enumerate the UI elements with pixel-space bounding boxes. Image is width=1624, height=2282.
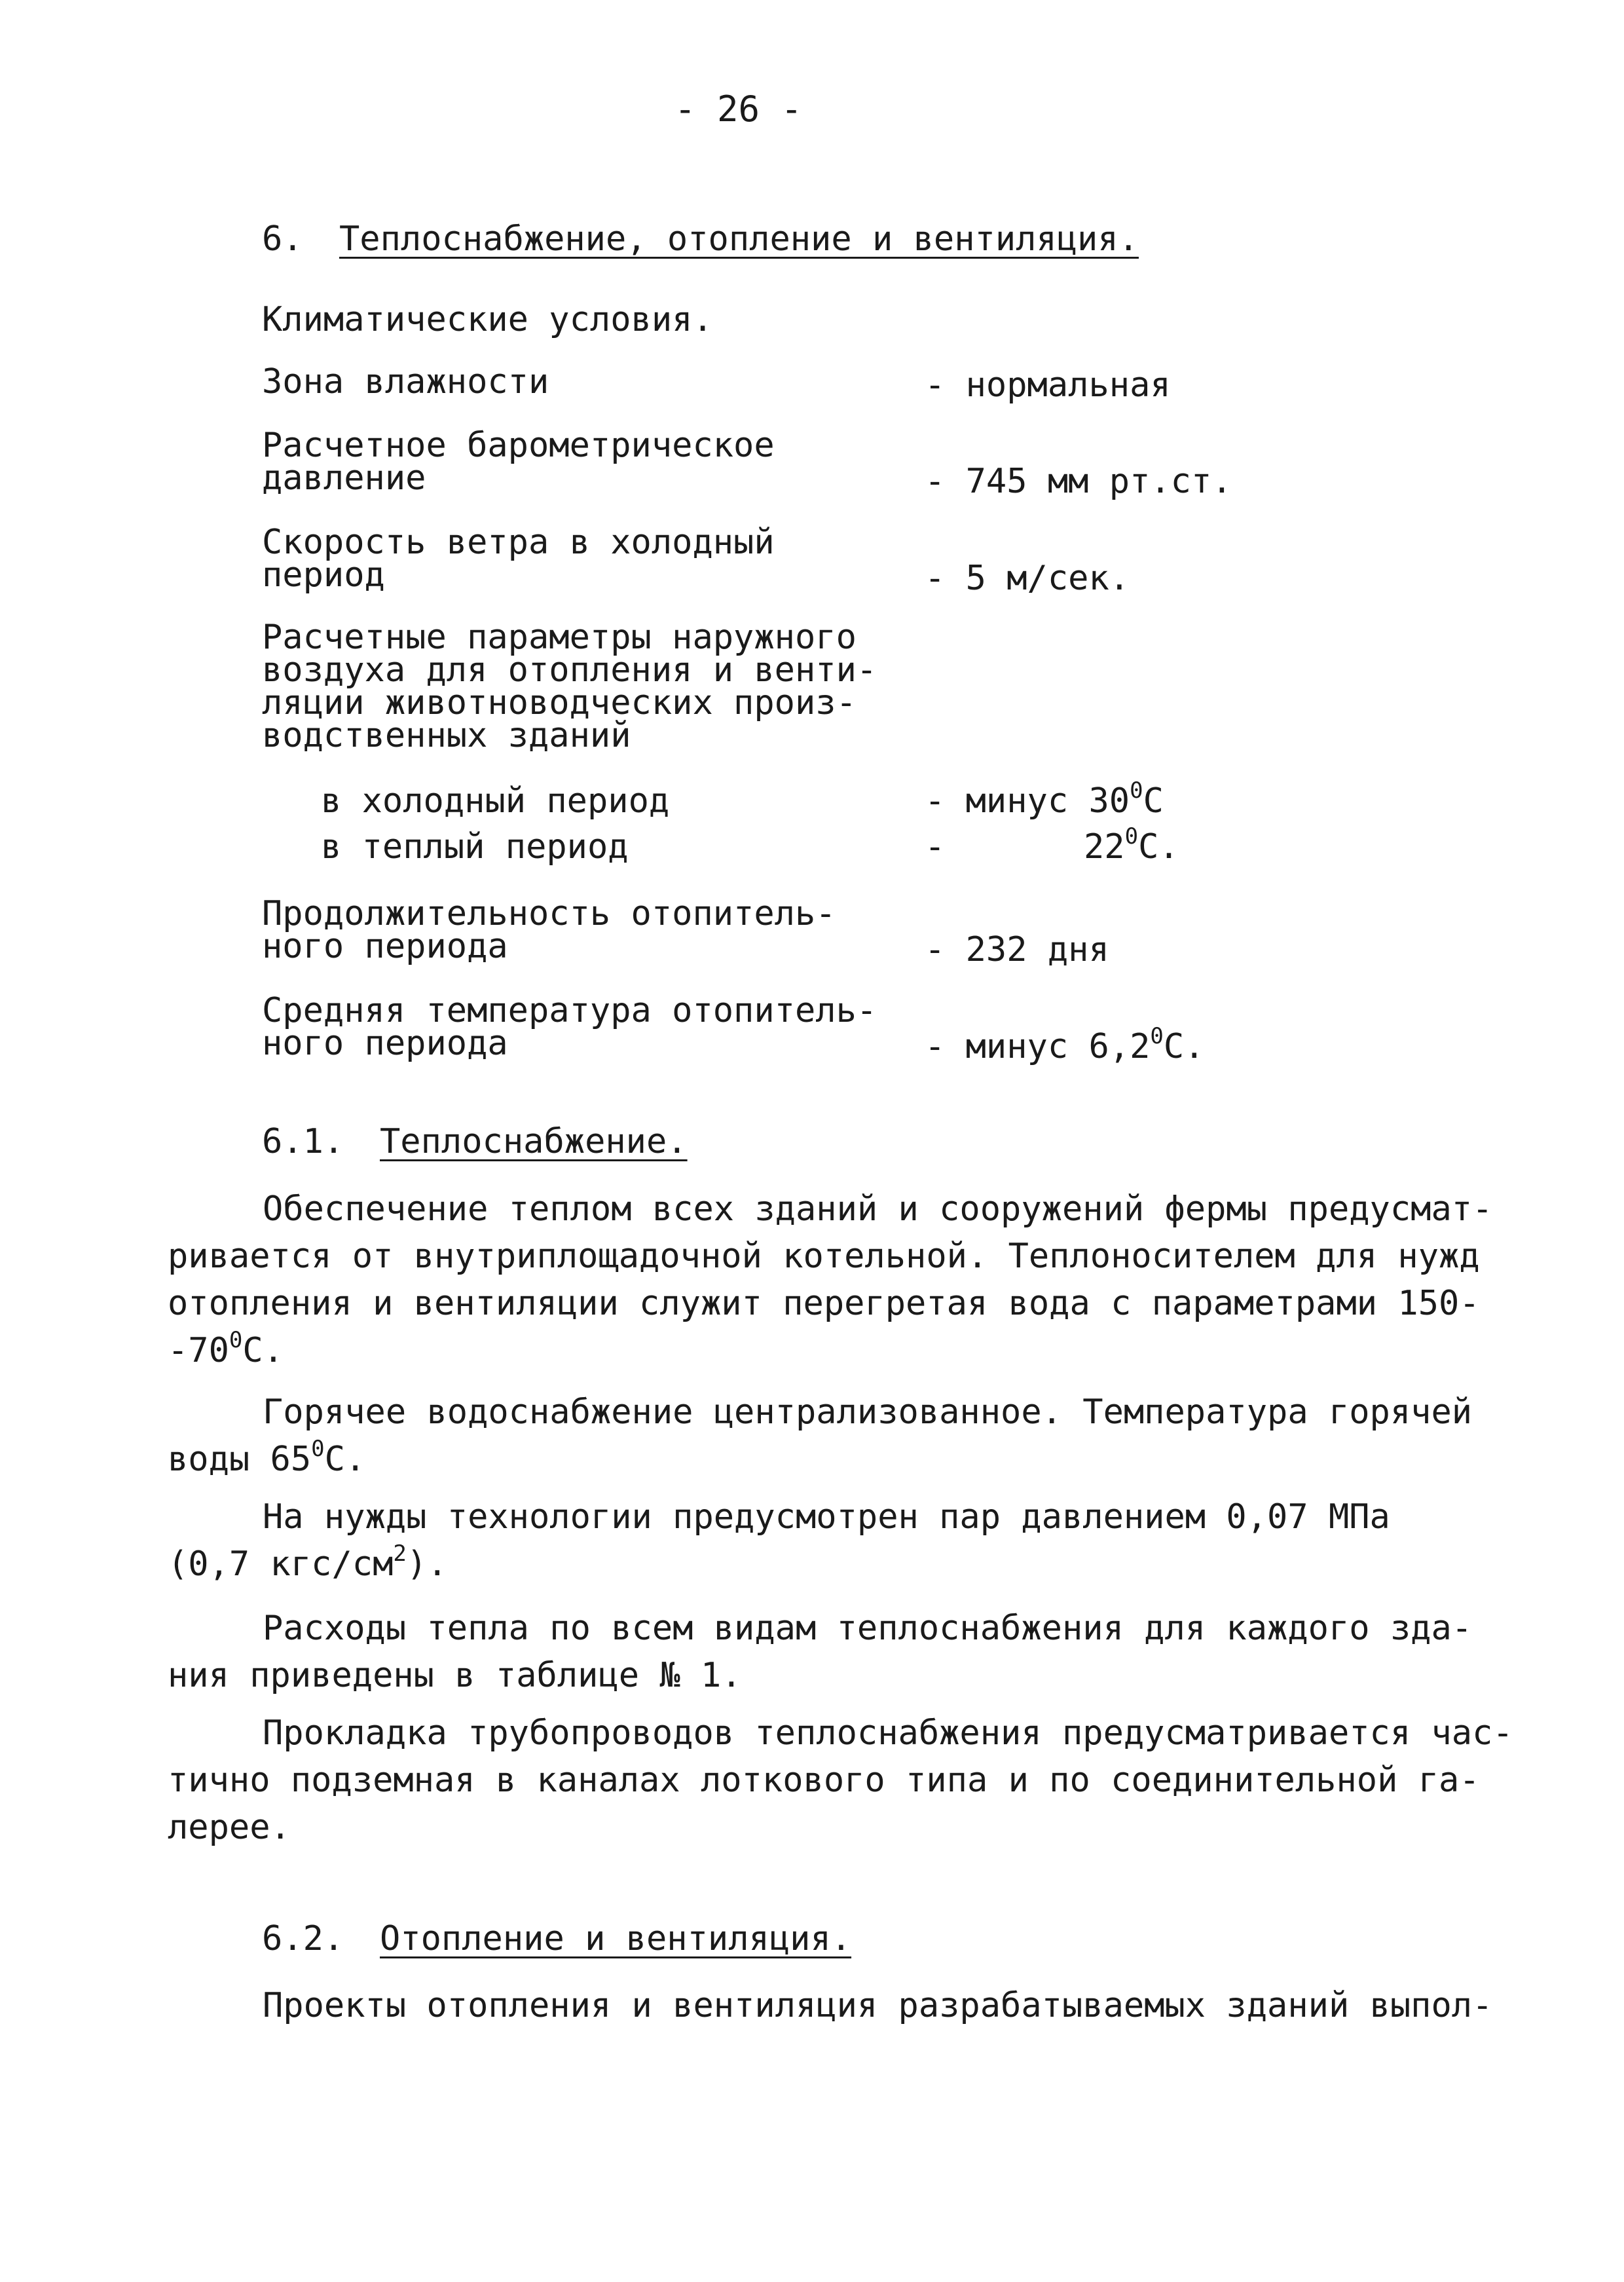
section-title: Теплоснабжение, отопление и вентиляция.	[339, 219, 1139, 259]
subsection-6-2-title: Отопление и вентиляция.	[380, 1919, 852, 1958]
heating-duration-label: Продолжительность отопитель- ного периода	[262, 894, 836, 966]
heat-supply-paragraph-2: Горячее водоснабжение централизованное. Температура горячей воды $65^0C$.	[168, 1393, 1473, 1479]
cold-period-label: в холодный период	[321, 781, 670, 821]
heat-supply-paragraph-3: На нужды технологии предусмотрен пар давлением 0,07 МПа (0,7 кгс/$см^2$).	[168, 1497, 1390, 1584]
humidity-zone-label: Зона влажности	[262, 362, 549, 402]
warm-period-value: $22^0C$.	[1084, 823, 1179, 867]
wind-value: - 5 м/сек.	[925, 559, 1130, 598]
pressure-label: Расчетное барометрическое давление	[262, 426, 775, 498]
subsection-6-1-number: 6.1.	[262, 1122, 344, 1161]
avg-temp-label: Средняя температура отопитель- ного периода	[262, 991, 877, 1063]
heating-ventilation-paragraph-1: Проекты отопления и вентиляция разрабатываемых зданий выпол-	[263, 1986, 1493, 2025]
heat-supply-paragraph-1: Обеспечение теплом всех зданий и сооружений фермы предусмат- ривается от внутриплощадочной котельной. Теплоносителем для нужд отопления и вентиляции служит перегретая вода с параметрами 150- $-70^0C$.	[168, 1189, 1493, 1370]
design-params-label: Расчетные параметры наружного воздуха для отопления и венти- ляции животноводческих произ- водственных зданий	[262, 618, 877, 755]
cold-period-value: - минус $30^0C$	[925, 777, 1164, 821]
heat-supply-paragraph-5: Прокладка трубопроводов теплоснабжения предусматривается час- тично подземная в каналах лоткового типа и по соединительной га- лерее.	[168, 1713, 1513, 1847]
subsection-6-1-title: Теплоснабжение.	[380, 1122, 688, 1161]
avg-temp-value: - минус $6,2^0C$.	[925, 1023, 1205, 1066]
warm-period-dash: -	[925, 827, 946, 867]
warm-period-label: в теплый период	[321, 827, 629, 867]
climate-heading: Климатические условия.	[262, 300, 713, 339]
humidity-zone-value: - нормальная	[925, 365, 1171, 405]
heating-duration-value: - 232 дня	[925, 930, 1109, 969]
wind-label: Скорость ветра в холодный период	[262, 523, 775, 595]
page-number: - 26 -	[674, 88, 803, 130]
section-number: 6.	[262, 219, 303, 259]
subsection-6-2-number: 6.2.	[262, 1919, 344, 1958]
pressure-value: - 745 мм рт.ст.	[925, 462, 1232, 501]
heat-supply-paragraph-4: Расходы тепла по всем видам теплоснабжения для каждого зда- ния приведены в таблице № 1.	[168, 1609, 1473, 1695]
